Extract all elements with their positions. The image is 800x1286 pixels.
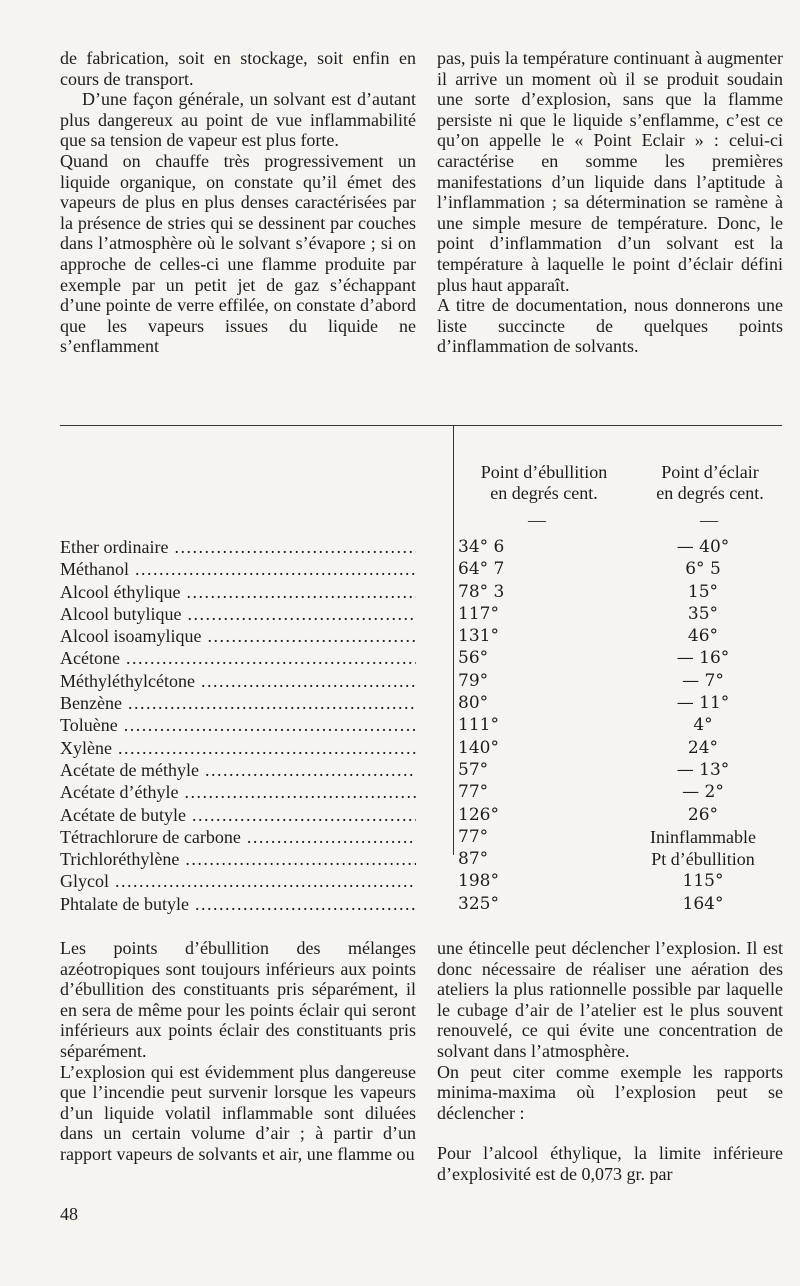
text-column-top-right — [437, 48, 783, 357]
solvent-name: Alcool isoamylique ..... — [60, 625, 416, 647]
solvent-name: Tétrachlorure de carbone ..... — [60, 826, 416, 848]
paragraph: Pour l’alcool éthylique, la limite inférieure d’explosivité est de 0,073 gr. par — [437, 1143, 783, 1184]
table-row — [60, 558, 784, 580]
solvent-name: Acétate de méthyle ..... — [60, 759, 416, 781]
table-row — [60, 826, 784, 848]
boiling-point-value: 56° — [458, 648, 489, 669]
boiling-point-value: 77° — [458, 782, 489, 803]
solvent-name: Phtalate de butyle ..... — [60, 893, 416, 915]
table-row — [60, 781, 784, 803]
paragraph: Les points d’ébullition des mélanges azéotropiques sont toujours inférieurs aux points d’ébullition des constituants pris séparément, il en sera de même pour les points éclair qui seront inférieurs aux points éclair des constituants pris séparément. — [60, 938, 416, 1061]
boiling-point-value: 80° — [458, 693, 489, 714]
flash-point-value: 4° — [693, 715, 713, 736]
paragraph: On peut citer comme exemple les rapports minima-maxima où l’explosion peut se déclencher : — [437, 1061, 783, 1123]
table-row — [60, 603, 784, 625]
flash-point-value: 46° — [687, 626, 719, 647]
flash-point-value: — 11° — [676, 693, 730, 714]
boiling-point-value: 111° — [458, 715, 499, 736]
header-line: Point d’éclair — [661, 462, 759, 482]
flash-point-value: — 13° — [676, 759, 730, 780]
boiling-point-value: 126° — [458, 804, 499, 825]
paragraph: A titre de documentation, nous donnerons une liste succincte de quelques points d’inflammation de solvants. — [437, 295, 783, 357]
solvent-name: Xylène ..... — [60, 737, 416, 759]
solvent-name: Alcool butylique ..... — [60, 603, 416, 625]
table-row — [60, 625, 784, 647]
boiling-point-value: 34° 6 — [458, 537, 505, 557]
solvent-name: Méthanol ..... — [60, 558, 416, 580]
flash-point-value: 35° — [687, 603, 719, 624]
boiling-point-value: 64° 7 — [458, 559, 505, 580]
boiling-point-value: 198° — [458, 871, 499, 892]
header-line: Point d’ébullition — [480, 462, 608, 482]
flash-point-value: — 16° — [676, 648, 730, 669]
solvent-name: Méthyléthylcétone ..... — [60, 670, 416, 692]
table-header-flash-point — [640, 462, 780, 504]
solvent-table — [60, 536, 784, 915]
flash-point-value: — 2° — [682, 782, 724, 803]
flash-point-value: 6° 5 — [685, 559, 721, 580]
table-top-rule — [60, 425, 782, 426]
table-row — [60, 759, 784, 781]
paragraph: de fabrication, soit en stockage, soit enfin en cours de transport. — [60, 48, 416, 89]
table-row — [60, 714, 784, 736]
flash-point-value: 26° — [687, 804, 719, 825]
header-line: en degrés cent. — [656, 483, 764, 503]
solvent-name: Benzène ..... — [60, 692, 416, 714]
table-row — [60, 692, 784, 714]
flash-point-value: 24° — [687, 737, 719, 758]
boiling-point-value: 87° — [458, 849, 489, 870]
boiling-point-value: 325° — [458, 893, 499, 914]
header-dash: — — [528, 510, 546, 530]
table-row — [60, 670, 784, 692]
boiling-point-value: 57° — [458, 759, 489, 780]
solvent-name: Acétate d’éthyle ..... — [60, 781, 416, 803]
table-row — [60, 581, 784, 603]
flash-point-value: Pt d’ébullition — [651, 849, 755, 870]
flash-point-value: 15° — [687, 581, 719, 602]
text-column-bottom-right — [437, 938, 783, 1185]
paragraph-spacer — [437, 1123, 783, 1143]
boiling-point-value: 79° — [458, 670, 489, 691]
table-row — [60, 848, 784, 870]
solvent-name: Trichloréthylène ..... — [60, 848, 416, 870]
solvent-name: Acétone ..... — [60, 647, 416, 669]
table-row — [60, 804, 784, 826]
table-header-boiling-point — [454, 462, 634, 504]
boiling-point-value: 131° — [458, 626, 499, 647]
boiling-point-value: 77° — [458, 826, 489, 847]
solvent-name: Ether ordinaire ..... — [60, 536, 416, 558]
solvent-name: Glycol ..... — [60, 870, 416, 892]
header-dash: — — [700, 510, 718, 530]
paragraph: Quand on chauffe très progressivement un liquide organique, on constate qu’il émet des vapeurs de plus en plus denses caractérisées par la présence de stries qui se dessinent par couches dans l’atmosphère où le solvant s’évapore ; si on approche de celles-ci une flamme produite par exemple par un petit jet de gaz s’échappant d’une pointe de verre effilée, on constate d’abord que les vapeurs issues du liquide ne s’enflamment — [60, 150, 416, 357]
boiling-point-value: 78° 3 — [458, 581, 505, 602]
header-line: en degrés cent. — [490, 483, 598, 503]
table-row — [60, 737, 784, 759]
table-row — [60, 536, 784, 558]
solvent-name: Acétate de butyle ..... — [60, 804, 416, 826]
paragraph: D’une façon générale, un solvant est d’autant plus dangereux au point de vue inflammabilité que sa tension de vapeur est plus forte. — [60, 89, 416, 151]
paragraph: une étincelle peut déclencher l’explosion. Il est donc nécessaire de réaliser une aération des ateliers la plus rationnelle possible par laquelle le cubage d’air de l’atelier est le plus souvent renouvelé, ce qui évite une concentration de solvant dans l’atmosphère. — [437, 938, 783, 1061]
flash-point-value: Ininflammable — [650, 826, 756, 847]
flash-point-value: — 40° — [676, 537, 730, 557]
boiling-point-value: 140° — [458, 737, 499, 758]
flash-point-value: — 7° — [682, 670, 724, 691]
flash-point-value: 115° — [682, 871, 724, 892]
text-column-bottom-left — [60, 938, 416, 1165]
text-column-top-left — [60, 48, 416, 357]
flash-point-value: 164° — [682, 893, 724, 914]
solvent-name: Toluène ..... — [60, 714, 416, 736]
page-number: 48 — [60, 1204, 78, 1224]
solvent-name: Alcool éthylique ..... — [60, 581, 416, 603]
table-row — [60, 870, 784, 892]
table-row — [60, 647, 784, 669]
paragraph: pas, puis la température continuant à augmenter il arrive un moment où il se produit soudain une sorte d’explosion, sans que la flamme persiste ni que le liquide s’enflamme, c’est ce qu’on appelle le « Point Eclair » : celui-ci caractérise en somme les premières manifestations d’un liquide dans l’aptitude à l’inflammation ; sa détermination se ramène à une simple mesure de température. Donc, le point d’inflammation d’un solvant est la température à laquelle le point d’éclair défini plus haut apparaît. — [437, 48, 783, 295]
table-row — [60, 893, 784, 915]
paragraph: L’explosion qui est évidemment plus dangereuse que l’incendie peut survenir lorsque les vapeurs d’un liquide volatil inflammable sont diluées dans un certain volume d’air ; à partir d’un rapport vapeurs de solvants et air, une flamme ou — [60, 1061, 416, 1164]
boiling-point-value: 117° — [458, 603, 499, 624]
